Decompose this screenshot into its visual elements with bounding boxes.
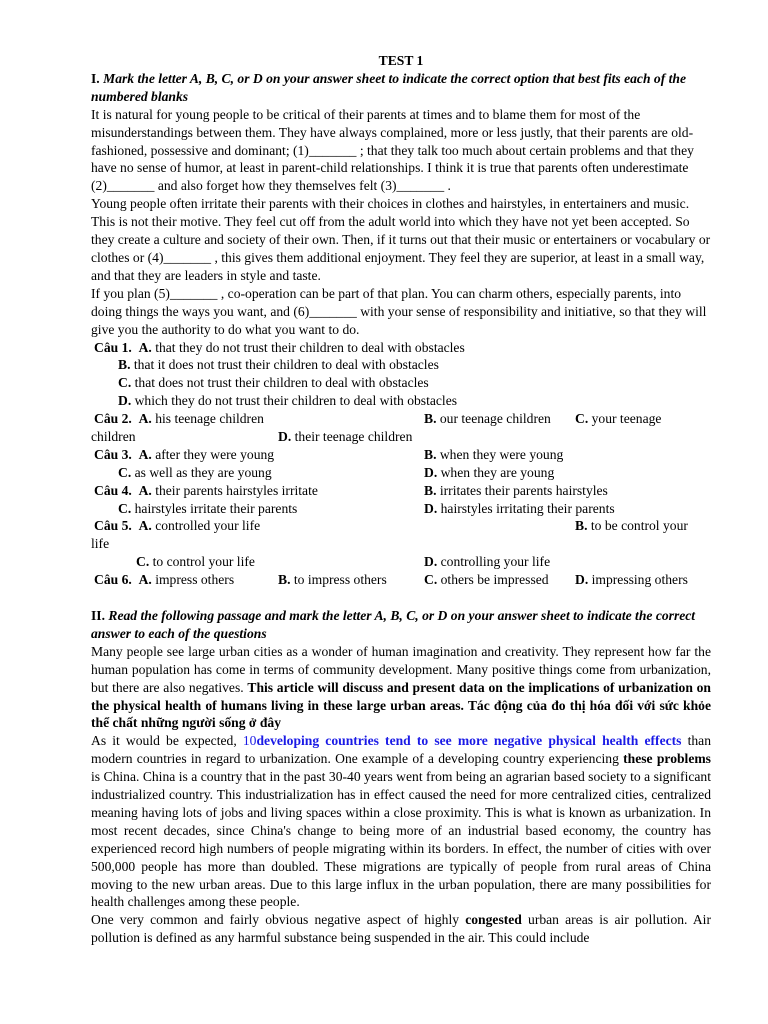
- question-4-row-2: [91, 500, 711, 518]
- q6-option-b: to impress others: [290, 572, 387, 588]
- question-6-label: Câu 6.: [94, 572, 132, 588]
- question-4-label: Câu 4.: [94, 482, 132, 498]
- q3-option-c: as well as they are young: [131, 464, 272, 480]
- q6-option-c: others be impressed: [437, 572, 549, 588]
- p3-rest-text: urban areas is air pollution. Air pollution is defined as any harmful substance being suspended in the air. This could include: [91, 912, 711, 946]
- q5-option-b: to be control your: [587, 518, 688, 534]
- passage-1-paragraph-2: Young people often irritate their parents with their choices in clothes and hairstyles, in entertainers and music. This is not their motive. They feel cut off from the adult world into which they have not yet been accepted. So they create a culture and society of their own. Then, if it turns out that their music or entertainers or vocabulary or clothes or (4)_______ , this gives them additional enjoyment. They feel they are superior, at least in a small way, and that they are leaders in style and taste.: [91, 196, 711, 283]
- p3-start-text: One very common and fairly obvious negative aspect of highly: [91, 912, 466, 928]
- section-2-instruction: [91, 607, 711, 643]
- q5-option-a: controlled your life: [151, 518, 261, 534]
- p2-mid-text: than modern countries in regard to urbanization. One example of a developing country experiencing: [91, 733, 711, 767]
- q5-option-d: controlling your life: [437, 554, 551, 570]
- p2-bold-text: these problems: [623, 751, 711, 767]
- q5-option-b-continued: life: [91, 536, 110, 552]
- q4-option-a: their parents hairstyles irritate: [151, 482, 318, 498]
- q2-option-d: their teenage children: [291, 428, 413, 444]
- highlighted-phrase: [243, 733, 682, 748]
- passage-2-paragraph-1: [91, 643, 711, 733]
- p1-bold-text: This article will discuss and present data on the implications of urbanization on the physical health of humans living in these large urban areas. Tác động của đo thị hóa đối với sức khỏe thể chất những người sống ở đây: [91, 679, 711, 731]
- q1-option-a-key: A.: [138, 339, 152, 355]
- q4-option-b-key: B.: [424, 482, 437, 498]
- q3-option-b: when they were young: [436, 446, 564, 462]
- question-5-label: Câu 5.: [94, 518, 132, 534]
- q1-option-a: that they do not trust their children to deal with obstacles: [151, 339, 465, 355]
- question-6-row: [91, 571, 711, 589]
- q2-option-c-continued: children: [91, 428, 136, 444]
- section-spacer: [91, 589, 711, 607]
- section-2-number: II.: [91, 607, 105, 623]
- q6-option-c-key: C.: [424, 572, 438, 588]
- q6-option-d-key: D.: [575, 572, 589, 588]
- q5-option-c-key: C.: [136, 554, 150, 570]
- question-2-label: Câu 2.: [94, 411, 132, 427]
- question-3-row: [91, 446, 711, 464]
- passage-1-paragraph-3: If you plan (5)_______ , co-operation can be part of that plan. You can charm others, especially parents, into doing things the ways you want, and (6)_______ with your sense of responsibility and initiative, so that they will give you the authority to do what you want to do.: [91, 285, 707, 337]
- q1-option-b-key: B.: [118, 357, 131, 373]
- q4-option-b: irritates their parents hairstyles: [436, 482, 608, 498]
- p2-start-text: As it would be expected,: [91, 733, 243, 749]
- q3-option-c-key: C.: [118, 464, 132, 480]
- highlighted-text: developing countries tend to see more negative physical health effects: [256, 733, 682, 749]
- q2-option-c: your teenage: [588, 411, 662, 427]
- passage-2-paragraph-2: [91, 732, 711, 911]
- question-1-row: [91, 339, 711, 357]
- passage-1-paragraph-1: It is natural for young people to be critical of their parents at times and to blame them for most of the misunderstandings between them. They have always complained, more or less justly, that their parents are old-fashioned, possessive and dominant; (1)_______ ; that they talk too much about certain problems and that they have no sense of humor, at least in parent-child relationships. I think it is true that parents often underestimate (2)_______ and also forget how they themselves felt (3)_______ .: [91, 106, 694, 194]
- section-1-number: I.: [91, 70, 100, 86]
- q5-option-b-key: B.: [575, 518, 588, 534]
- section-2-instruction-text: Read the following passage and mark the letter A, B, C, or D on your answer sheet to indicate the correct answer to each of the questions: [91, 607, 696, 641]
- q4-option-c: hairstyles irritate their parents: [131, 500, 298, 516]
- question-1-label: Câu 1.: [94, 339, 132, 355]
- q1-option-c-key: C.: [118, 375, 132, 391]
- q5-option-c: to control your life: [149, 554, 255, 570]
- q6-option-d: impressing others: [588, 572, 688, 588]
- question-5-row-2: [91, 553, 711, 571]
- q4-option-d-key: D.: [424, 500, 438, 516]
- q3-option-d-key: D.: [424, 464, 438, 480]
- q4-option-a-key: A.: [138, 482, 152, 498]
- p3-bold-word: congested: [465, 912, 522, 928]
- question-1-option-b-row: [91, 356, 711, 374]
- question-2-row: [91, 410, 711, 428]
- question-1-option-c-row: [91, 374, 711, 392]
- q2-option-a: his teenage children: [151, 411, 264, 427]
- q4-option-d: hairstyles irritating their parents: [437, 500, 615, 516]
- q1-option-d: which they do not trust their children to deal with obstacles: [131, 393, 458, 409]
- q1-option-d-key: D.: [118, 393, 132, 409]
- question-3-row-2: [91, 464, 711, 482]
- question-5-continued-row: [91, 535, 711, 553]
- q3-option-a-key: A.: [138, 446, 152, 462]
- question-4-row: [91, 482, 711, 500]
- q6-option-a: impress others: [151, 572, 235, 588]
- passage-2-paragraph-3: [91, 911, 711, 947]
- q3-option-a: after they were young: [151, 446, 275, 462]
- q6-option-a-key: A.: [138, 572, 152, 588]
- test-title: TEST 1: [378, 53, 424, 68]
- q2-option-b: our teenage children: [436, 411, 551, 427]
- question-5-row: [91, 517, 711, 535]
- q1-option-c: that does not trust their children to deal with obstacles: [131, 375, 429, 391]
- q4-option-c-key: C.: [118, 500, 132, 516]
- question-2-continued-row: [91, 428, 711, 446]
- q3-option-b-key: B.: [424, 446, 437, 462]
- q5-option-d-key: D.: [424, 554, 438, 570]
- q6-option-b-key: B.: [278, 572, 291, 588]
- section-1-instruction: [91, 70, 711, 106]
- q2-option-d-key: D.: [278, 428, 292, 444]
- q1-option-b: that it does not trust their children to deal with obstacles: [130, 357, 439, 373]
- section-1-instruction-text: Mark the letter A, B, C, or D on your answer sheet to indicate the correct option that best fits each of the numbered blanks: [91, 70, 687, 104]
- q3-option-d: when they are young: [437, 464, 555, 480]
- question-number-marker: 10: [242, 733, 257, 749]
- p1-plain-text: Many people see large urban cities as a wonder of human imagination and creativity. They represent how far the human population has come in terms of community development. Many positive things come from urbanization, but there are also negatives.: [91, 643, 711, 695]
- question-3-label: Câu 3.: [94, 446, 132, 462]
- p2-rest-text: is China. China is a country that in the past 30-40 years went from being an agrarian based society to a significant industrialized country. This industrialization has in effect caused the need for more centralized cities, centralized meaning having lots of jobs and living spaces within a close proximity. This is what is known as urbanization. In most recent decades, since China's change to being more of an industrial based economy, the country has experienced record high numbers of people migrating within its borders. In effect, the number of cities with over 500,000 people has more than doubled. These migrations are typically of people from rural areas of China moving to the new urban areas. Due to this large influx in the urban population, there are many possibilities for health challenges among these people.: [91, 769, 711, 910]
- q2-option-b-key: B.: [424, 411, 437, 427]
- q5-option-a-key: A.: [138, 518, 152, 534]
- question-1-option-d-row: [91, 392, 711, 410]
- q2-option-c-key: C.: [575, 411, 589, 427]
- q2-option-a-key: A.: [138, 411, 152, 427]
